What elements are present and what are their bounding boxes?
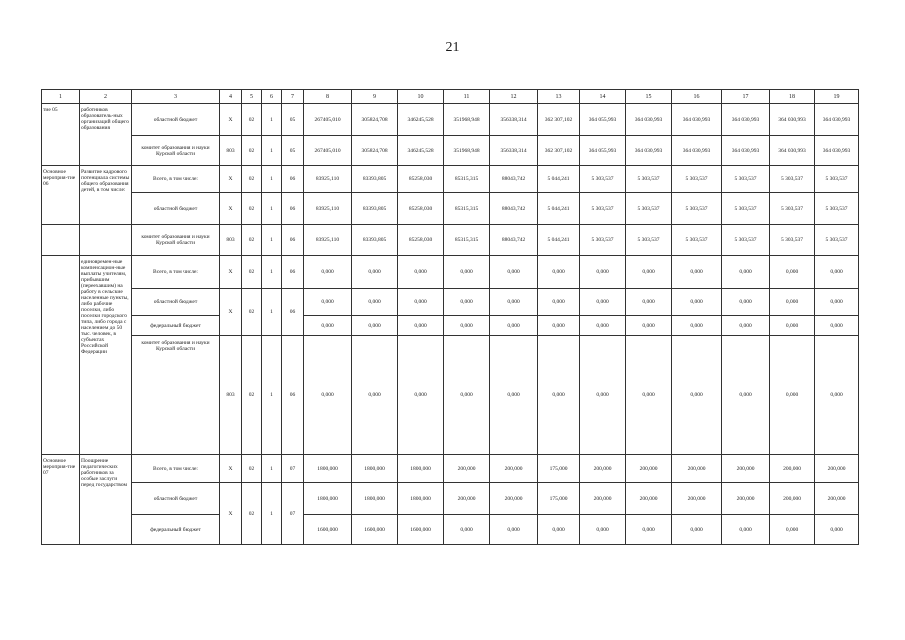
table-row [42,289,859,316]
column-header: 4 [220,90,242,104]
value-cell: 0,000 [444,515,490,545]
value-cell: 0,000 [538,316,580,336]
column-header: 8 [304,90,352,104]
column-header: 5 [242,90,262,104]
code-cell: 02 [242,483,262,545]
value-cell: 200,000 [722,483,770,515]
value-cell: 346245,528 [398,136,444,166]
value-cell: 0,000 [538,289,580,316]
value-cell: 0,000 [580,515,626,545]
value-cell: 200,000 [580,455,626,483]
source-cell: комитет образования и науки Курской области [132,136,220,166]
value-cell: 0,000 [722,316,770,336]
code-cell: 05 [282,104,304,136]
value-cell: 1800,000 [352,483,398,515]
value-cell: 1800,000 [304,455,352,483]
value-cell: 83925,110 [304,193,352,225]
code-cell: X [220,455,242,483]
empty-cell [42,256,80,455]
code-cell: 02 [242,289,262,336]
value-cell: 83393,805 [352,166,398,193]
value-cell: 0,000 [672,289,722,316]
value-cell: 5 303,537 [672,193,722,225]
value-cell: 0,000 [672,316,722,336]
value-cell: 0,000 [398,336,444,455]
value-cell: 305824,708 [352,104,398,136]
value-cell: 5 303,537 [770,193,815,225]
activity-code: Основное мероприя-тие 06 [42,166,80,225]
value-cell: 364 030,993 [770,104,815,136]
value-cell: 1600,000 [398,515,444,545]
value-cell: 0,000 [490,289,538,316]
value-cell: 200,000 [770,455,815,483]
value-cell: 5 303,537 [770,166,815,193]
code-cell: 1 [262,136,282,166]
code-cell: 1 [262,483,282,545]
value-cell: 0,000 [770,336,815,455]
value-cell: 200,000 [672,483,722,515]
value-cell: 0,000 [815,336,859,455]
value-cell: 5 303,537 [626,225,672,256]
value-cell: 200,000 [626,483,672,515]
value-cell: 200,000 [815,455,859,483]
value-cell: 0,000 [352,289,398,316]
column-header: 10 [398,90,444,104]
activity-name: работников образователь-ных организаций общего образования [80,104,132,166]
value-cell: 200,000 [722,455,770,483]
value-cell: 5 303,537 [722,193,770,225]
value-cell: 1600,000 [304,515,352,545]
table-row [42,136,859,166]
value-cell: 0,000 [304,336,352,455]
column-header: 16 [672,90,722,104]
value-cell: 0,000 [580,336,626,455]
value-cell: 200,000 [490,455,538,483]
value-cell: 0,000 [444,289,490,316]
value-cell: 200,000 [672,455,722,483]
value-cell: 5 044,241 [538,225,580,256]
code-cell: X [220,289,242,336]
value-cell: 0,000 [398,316,444,336]
value-cell: 0,000 [770,256,815,289]
source-cell: областной бюджет [132,104,220,136]
value-cell: 364 030,993 [722,104,770,136]
column-header: 6 [262,90,282,104]
source-cell: комитет образования и науки Курской области [132,225,220,256]
code-cell: 07 [282,483,304,545]
code-cell: X [220,193,242,225]
value-cell: 1600,000 [352,515,398,545]
page-number: 21 [445,40,460,55]
value-cell: 0,000 [770,289,815,316]
value-cell: 0,000 [626,336,672,455]
table-row [42,483,859,515]
value-cell: 200,000 [490,483,538,515]
value-cell: 356338,314 [490,136,538,166]
value-cell: 5 044,241 [538,193,580,225]
activity-name: единовремен-ные компенсацион-ные выплаты учителям, прибывшим (переехавшим) на работу в сельские населенные пункты, либо рабочие поселки, либо поселки городского типа, либо города с населением до 50 тыс. человек, в субъектах Российской Федерации [80,256,132,455]
code-cell: 1 [262,193,282,225]
table-row [42,104,859,136]
activity-code: Основное мероприя-тие 07 [42,455,80,545]
value-cell: 5 303,537 [672,225,722,256]
code-cell: 02 [242,336,262,455]
value-cell: 0,000 [304,256,352,289]
code-cell: 02 [242,104,262,136]
column-header: 11 [444,90,490,104]
value-cell: 200,000 [815,483,859,515]
value-cell: 0,000 [626,515,672,545]
value-cell: 267405,010 [304,104,352,136]
value-cell: 0,000 [722,256,770,289]
value-cell: 85315,315 [444,166,490,193]
value-cell: 5 303,537 [815,166,859,193]
value-cell: 0,000 [672,256,722,289]
value-cell: 175,000 [538,483,580,515]
column-header: 3 [132,90,220,104]
value-cell: 0,000 [490,316,538,336]
value-cell: 5 044,241 [538,166,580,193]
table-row [42,515,859,545]
value-cell: 5 303,537 [580,225,626,256]
empty-cell [80,225,132,256]
code-cell: X [220,104,242,136]
budget-table [41,89,859,545]
value-cell: 85258,030 [398,225,444,256]
value-cell: 1800,000 [352,455,398,483]
table-row [42,316,859,336]
value-cell: 356338,314 [490,104,538,136]
column-header: 2 [80,90,132,104]
code-cell: 06 [282,336,304,455]
value-cell: 5 303,537 [815,225,859,256]
column-header: 14 [580,90,626,104]
value-cell: 0,000 [672,336,722,455]
code-cell: 1 [262,289,282,336]
value-cell: 0,000 [538,515,580,545]
empty-cell [42,225,80,256]
value-cell: 0,000 [580,256,626,289]
column-header: 17 [722,90,770,104]
table-row [42,256,859,289]
column-header: 7 [282,90,304,104]
source-cell: Всего, в том числе: [132,455,220,483]
code-cell: 1 [262,225,282,256]
value-cell: 1800,000 [398,483,444,515]
code-cell: 1 [262,336,282,455]
value-cell: 0,000 [538,336,580,455]
value-cell: 351968,948 [444,104,490,136]
value-cell: 0,000 [722,515,770,545]
value-cell: 0,000 [490,256,538,289]
value-cell: 0,000 [770,515,815,545]
value-cell: 0,000 [398,256,444,289]
code-cell: 06 [282,225,304,256]
code-cell: 05 [282,136,304,166]
value-cell: 0,000 [304,316,352,336]
value-cell: 364 030,993 [672,136,722,166]
value-cell: 5 303,537 [580,166,626,193]
value-cell: 0,000 [444,336,490,455]
value-cell: 83393,805 [352,193,398,225]
value-cell: 364 030,993 [722,136,770,166]
code-cell: 02 [242,136,262,166]
source-cell: областной бюджет [132,289,220,316]
value-cell: 85258,030 [398,166,444,193]
column-header: 9 [352,90,398,104]
value-cell: 200,000 [580,483,626,515]
column-header: 15 [626,90,672,104]
value-cell: 0,000 [304,289,352,316]
value-cell: 346245,528 [398,104,444,136]
source-cell: Всего, в том числе: [132,166,220,193]
value-cell: 364 030,993 [626,136,672,166]
column-header: 12 [490,90,538,104]
value-cell: 83393,805 [352,225,398,256]
value-cell: 5 303,537 [626,193,672,225]
value-cell: 1800,000 [304,483,352,515]
value-cell: 200,000 [770,483,815,515]
header-row [42,90,859,104]
code-cell: 06 [282,289,304,336]
code-cell: 02 [242,256,262,289]
value-cell: 267405,010 [304,136,352,166]
value-cell: 364 055,993 [580,136,626,166]
code-cell: X [220,483,242,545]
value-cell: 200,000 [444,455,490,483]
source-cell: федеральный бюджет [132,515,220,545]
value-cell: 83925,110 [304,225,352,256]
value-cell: 0,000 [352,336,398,455]
code-cell: 1 [262,166,282,193]
activity-code: тие 05 [42,104,80,166]
code-cell: 1 [262,104,282,136]
value-cell: 0,000 [815,316,859,336]
value-cell: 0,000 [580,316,626,336]
value-cell: 0,000 [398,289,444,316]
table-row [42,225,859,256]
source-cell: комитет образования и науки Курской области [132,336,220,455]
value-cell: 364 055,993 [580,104,626,136]
value-cell: 0,000 [626,289,672,316]
table-row [42,455,859,483]
value-cell: 364 030,993 [815,136,859,166]
value-cell: 0,000 [352,256,398,289]
code-cell: 1 [262,455,282,483]
code-cell: 803 [220,136,242,166]
value-cell: 83925,110 [304,166,352,193]
value-cell: 88043,742 [490,193,538,225]
activity-name: Развитие кадрового потенциала системы общего образования детей, в том числе: [80,166,132,225]
code-cell: 02 [242,193,262,225]
activity-name: Поощрение педагогических работников за особые заслуги перед государством [80,455,132,545]
source-cell: федеральный бюджет [132,316,220,336]
code-cell: 07 [282,455,304,483]
value-cell: 362 307,102 [538,104,580,136]
value-cell: 85258,030 [398,193,444,225]
column-header: 13 [538,90,580,104]
source-cell: Всего, в том числе: [132,256,220,289]
code-cell: 06 [282,166,304,193]
code-cell: X [220,256,242,289]
value-cell: 5 303,537 [770,225,815,256]
code-cell: 06 [282,193,304,225]
value-cell: 0,000 [770,316,815,336]
value-cell: 200,000 [626,455,672,483]
source-cell: областной бюджет [132,483,220,515]
value-cell: 0,000 [672,515,722,545]
value-cell: 5 303,537 [722,225,770,256]
table-row [42,166,859,193]
value-cell: 364 030,993 [672,104,722,136]
value-cell: 1800,000 [398,455,444,483]
value-cell: 5 303,537 [815,193,859,225]
column-header: 1 [42,90,80,104]
value-cell: 0,000 [815,515,859,545]
value-cell: 0,000 [444,256,490,289]
code-cell: 1 [262,256,282,289]
value-cell: 200,000 [444,483,490,515]
value-cell: 0,000 [815,289,859,316]
value-cell: 0,000 [490,515,538,545]
value-cell: 0,000 [722,289,770,316]
code-cell: 02 [242,455,262,483]
value-cell: 5 303,537 [722,166,770,193]
value-cell: 0,000 [580,289,626,316]
value-cell: 85315,315 [444,193,490,225]
value-cell: 0,000 [626,256,672,289]
code-cell: 803 [220,336,242,455]
value-cell: 0,000 [490,336,538,455]
value-cell: 85315,315 [444,225,490,256]
code-cell: 06 [282,256,304,289]
value-cell: 175,000 [538,455,580,483]
table-row [42,193,859,225]
table-row [42,336,859,455]
value-cell: 88043,742 [490,225,538,256]
value-cell: 0,000 [538,256,580,289]
value-cell: 364 030,993 [770,136,815,166]
value-cell: 0,000 [815,256,859,289]
code-cell: 02 [242,166,262,193]
value-cell: 0,000 [444,316,490,336]
value-cell: 0,000 [352,316,398,336]
source-cell: областной бюджет [132,193,220,225]
code-cell: 02 [242,225,262,256]
value-cell: 364 030,993 [815,104,859,136]
value-cell: 5 303,537 [580,193,626,225]
value-cell: 364 030,993 [626,104,672,136]
column-header: 19 [815,90,859,104]
value-cell: 362 307,102 [538,136,580,166]
value-cell: 305824,708 [352,136,398,166]
value-cell: 0,000 [626,316,672,336]
column-header: 18 [770,90,815,104]
code-cell: X [220,166,242,193]
value-cell: 88043,742 [490,166,538,193]
value-cell: 351968,948 [444,136,490,166]
value-cell: 5 303,537 [672,166,722,193]
value-cell: 5 303,537 [626,166,672,193]
value-cell: 0,000 [722,336,770,455]
code-cell: 803 [220,225,242,256]
